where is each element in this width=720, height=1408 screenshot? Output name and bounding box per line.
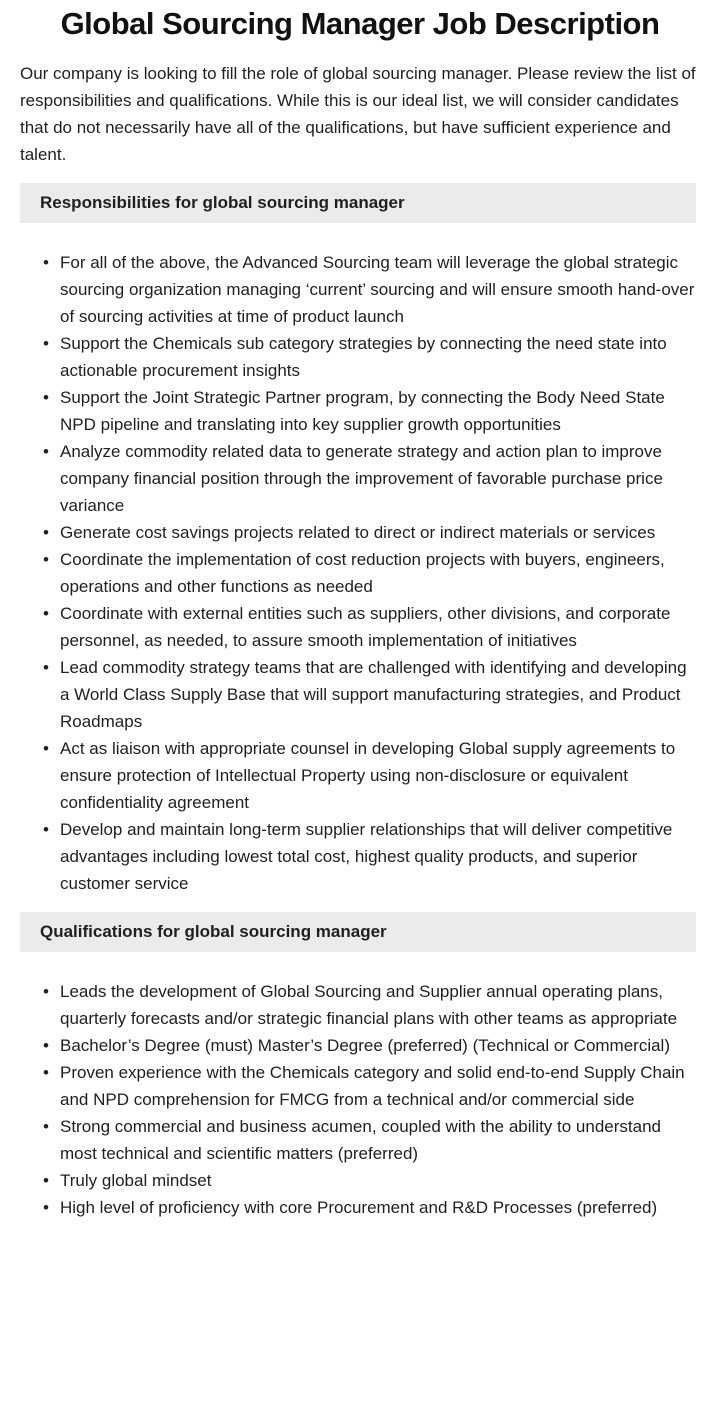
intro-paragraph: Our company is looking to fill the role of global sourcing manager. Please review the list of responsibilities and qualifications. While this is our ideal list, we will consider candidates that do not necessarily have all of the qualifications, but have sufficient experience and talent. [20,64,696,164]
list-item: • High level of proficiency with core Procurement and R&D Processes (preferred) [20,1194,700,1221]
list-item: • Leads the development of Global Sourcing and Supplier annual operating plans, quarterly forecasts and/or strategic financial plans with other teams as appropriate [20,978,700,1032]
list-item: • Coordinate with external entities such as suppliers, other divisions, and corporate personnel, as needed, to assure smooth implementation of initiatives [20,600,700,654]
list-item: • Coordinate the implementation of cost reduction projects with buyers, engineers, operations and other functions as needed [20,546,700,600]
list-item: • Generate cost savings projects related to direct or indirect materials or services [20,519,700,546]
list-item: • Bachelor’s Degree (must) Master’s Degree (preferred) (Technical or Commercial) [20,1032,700,1059]
list-item: • Develop and maintain long-term supplier relationships that will deliver competitive advantages including lowest total cost, highest quality products, and superior customer service [20,816,700,897]
list-item: • Strong commercial and business acumen, coupled with the ability to understand most technical and scientific matters (preferred) [20,1113,700,1167]
responsibilities-section [20,183,700,897]
list-item: • Lead commodity strategy teams that are challenged with identifying and developing a World Class Supply Base that will support manufacturing strategies, and Product Roadmaps [20,654,700,735]
list-item: • Truly global mindset [20,1167,700,1194]
list-item: • Analyze commodity related data to generate strategy and action plan to improve company financial position through the improvement of favorable purchase price variance [20,438,700,519]
list-item: • For all of the above, the Advanced Sourcing team will leverage the global strategic sourcing organization managing ‘current’ sourcing and will ensure smooth hand-over of sourcing activities at time of product launch [20,249,700,330]
list-item: • Support the Chemicals sub category strategies by connecting the need state into actionable procurement insights [20,330,700,384]
qualifications-section [20,912,700,1221]
responsibilities-section-heading: Responsibilities for global sourcing manager [20,183,696,223]
page-title: Global Sourcing Manager Job Description [60,6,660,41]
qualifications-section-heading: Qualifications for global sourcing manager [20,912,696,952]
list-item: • Act as liaison with appropriate counsel in developing Global supply agreements to ensure protection of Intellectual Property using non-disclosure or equivalent confidentiality agreement [20,735,700,816]
list-item: • Proven experience with the Chemicals category and solid end-to-end Supply Chain and NPD comprehension for FMCG from a technical and/or commercial side [20,1059,700,1113]
qualifications-list [20,978,700,1221]
responsibilities-list [20,249,700,897]
list-item: • Support the Joint Strategic Partner program, by connecting the Body Need State NPD pipeline and translating into key supplier growth opportunities [20,384,700,438]
